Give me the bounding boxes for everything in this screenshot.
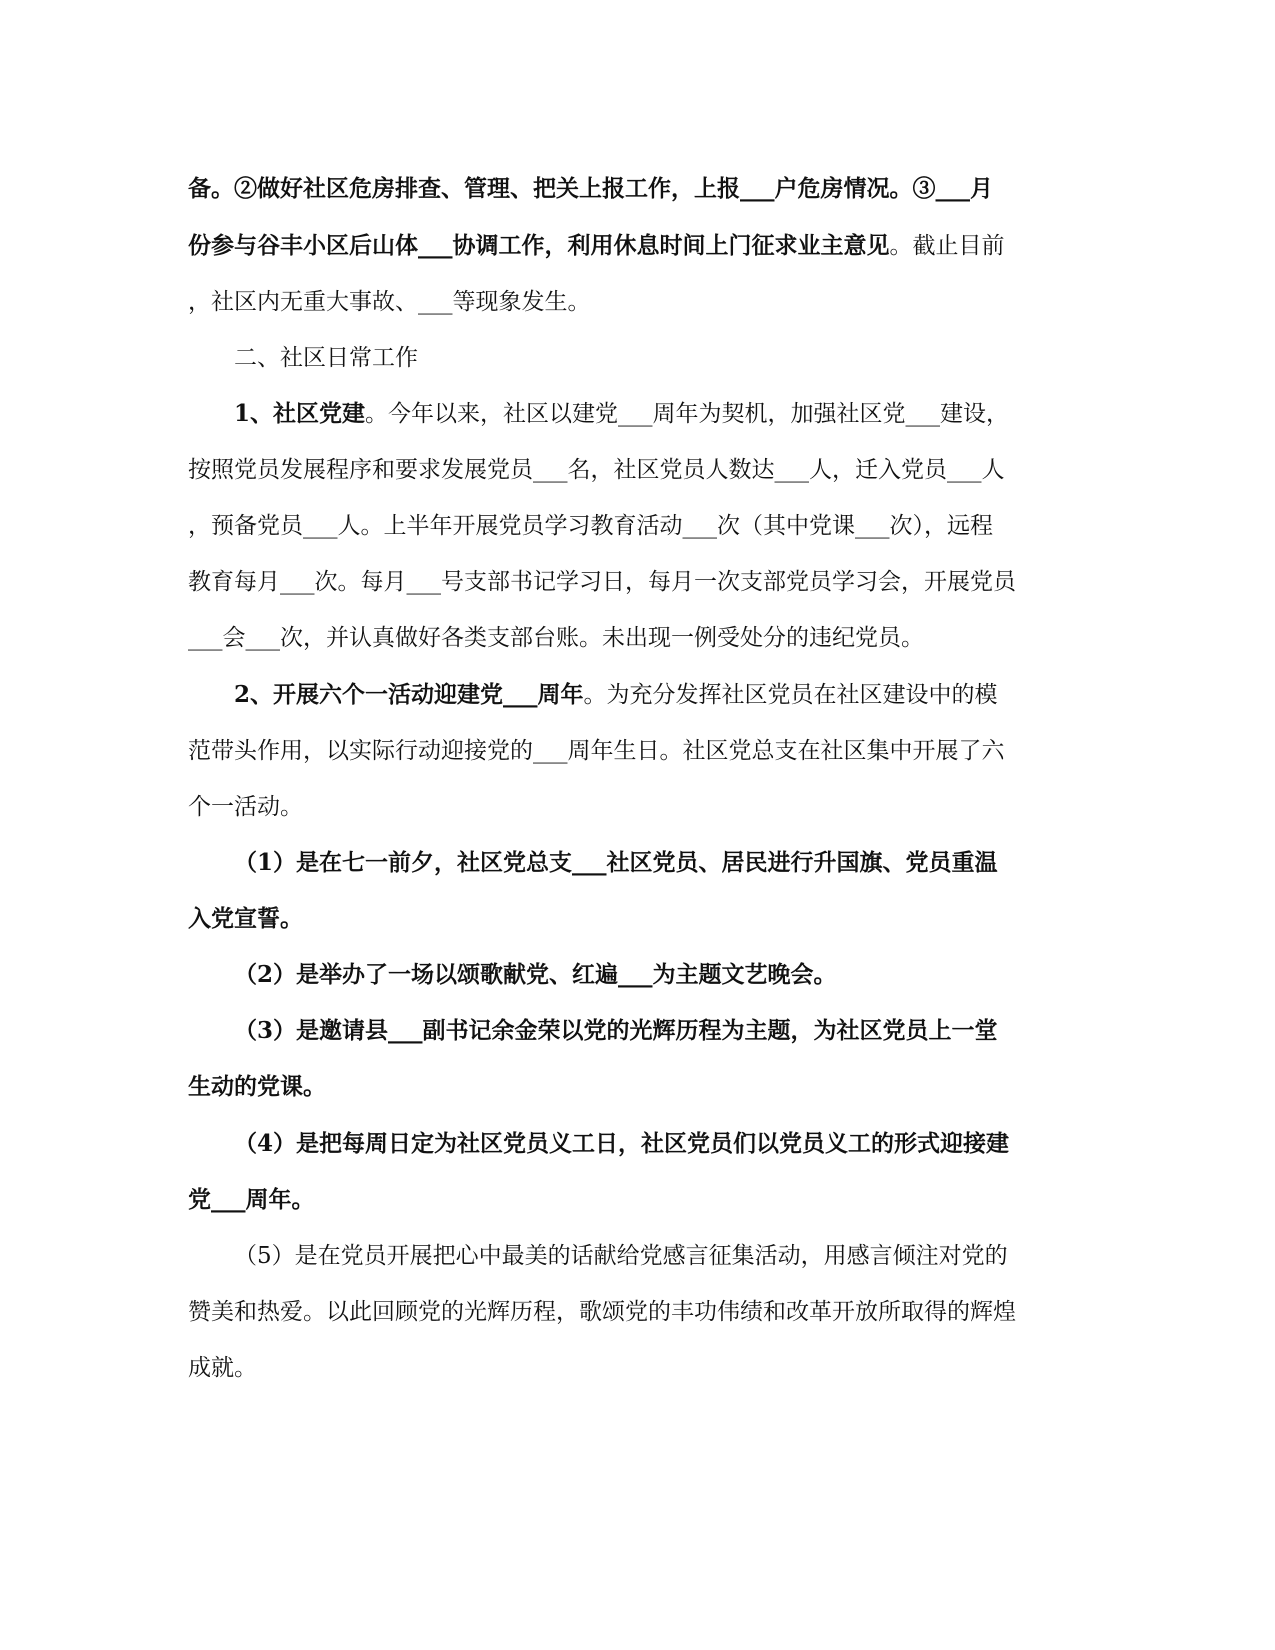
text-segment: （5）是在党员开展把心中最美的话献给党感言征集活动，用感言倾注对党的 bbox=[234, 1243, 1008, 1269]
text-segment: ，预备党员___人。上半年开展党员学习教育活动___次（其中党课___次），远程 bbox=[188, 513, 993, 539]
text-line bbox=[188, 735, 1098, 767]
text-segment: 。今年以来，社区以建党___周年为契机，加强社区党___建设， bbox=[365, 401, 1010, 427]
text-line bbox=[188, 286, 1098, 318]
text-line bbox=[188, 1184, 1098, 1216]
text-segment: 范带头作用，以实际行动迎接党的___周年生日。社区党总支在社区集中开展了六 bbox=[188, 738, 1005, 764]
text-line bbox=[234, 398, 1094, 430]
text-line bbox=[188, 510, 1098, 542]
text-segment: 生动的党课。 bbox=[188, 1073, 326, 1100]
text-line bbox=[188, 454, 1098, 486]
text-line bbox=[188, 903, 1098, 935]
text-segment: ，社区内无重大事故、___等现象发生。 bbox=[188, 289, 591, 315]
text-line bbox=[188, 566, 1098, 598]
text-segment: 2、开展六个一活动迎建党___周年 bbox=[234, 681, 584, 708]
text-segment: （1）是在七一前夕，社区党总支___社区党员、居民进行升国旗、党员重温 bbox=[234, 849, 998, 876]
text-segment: （4）是把每周日定为社区党员义工日，社区党员们以党员义工的形式迎接建 bbox=[234, 1130, 1010, 1157]
text-segment: 赞美和热爱。以此回顾党的光辉历程，歌颂党的丰功伟绩和改革开放所取得的辉煌 bbox=[188, 1299, 1016, 1325]
text-segment: 备。②做好社区危房排查、管理、把关上报工作，上报___户危房情况。③___月 bbox=[188, 175, 993, 202]
text-segment: 。为充分发挥社区党员在社区建设中的模 bbox=[583, 682, 998, 708]
text-line bbox=[234, 1015, 1094, 1047]
text-line bbox=[234, 1240, 1094, 1272]
text-line bbox=[234, 847, 1094, 879]
text-line bbox=[188, 622, 1098, 654]
text-line bbox=[234, 679, 1094, 711]
text-segment: 个一活动。 bbox=[188, 794, 303, 820]
text-segment: ___会___次，并认真做好各类支部台账。未出现一例受处分的违纪党员。 bbox=[188, 625, 924, 651]
text-line bbox=[234, 959, 1094, 991]
text-segment: （2）是举办了一场以颂歌献党、红遍___为主题文艺晚会。 bbox=[234, 961, 837, 988]
text-line bbox=[234, 1128, 1094, 1160]
text-segment: 党___周年。 bbox=[188, 1186, 315, 1213]
text-segment: 按照党员发展程序和要求发展党员___名，社区党员人数达___人，迁入党员___人 bbox=[188, 457, 1005, 483]
text-segment: 入党宣誓。 bbox=[188, 905, 303, 932]
text-segment: （3）是邀请县___副书记余金荣以党的光辉历程为主题，为社区党员上一堂 bbox=[234, 1017, 998, 1044]
text-line bbox=[188, 1071, 1098, 1103]
text-line bbox=[188, 173, 1098, 205]
text-segment: 成就。 bbox=[188, 1355, 257, 1381]
text-segment: 1、社区党建 bbox=[234, 400, 366, 427]
text-line bbox=[188, 1352, 1098, 1384]
text-line bbox=[188, 230, 1098, 262]
text-line bbox=[188, 791, 1098, 823]
text-segment: 。截止目前 bbox=[889, 233, 1005, 259]
text-segment: 份参与谷丰小区后山体___协调工作，利用休息时间上门征求业主意见 bbox=[188, 232, 890, 259]
text-segment: 二、社区日常工作 bbox=[234, 345, 418, 371]
text-line bbox=[188, 1296, 1098, 1328]
text-segment: 教育每月___次。每月___号支部书记学习日，每月一次支部党员学习会，开展党员 bbox=[188, 569, 1016, 595]
section-heading bbox=[234, 342, 1094, 374]
